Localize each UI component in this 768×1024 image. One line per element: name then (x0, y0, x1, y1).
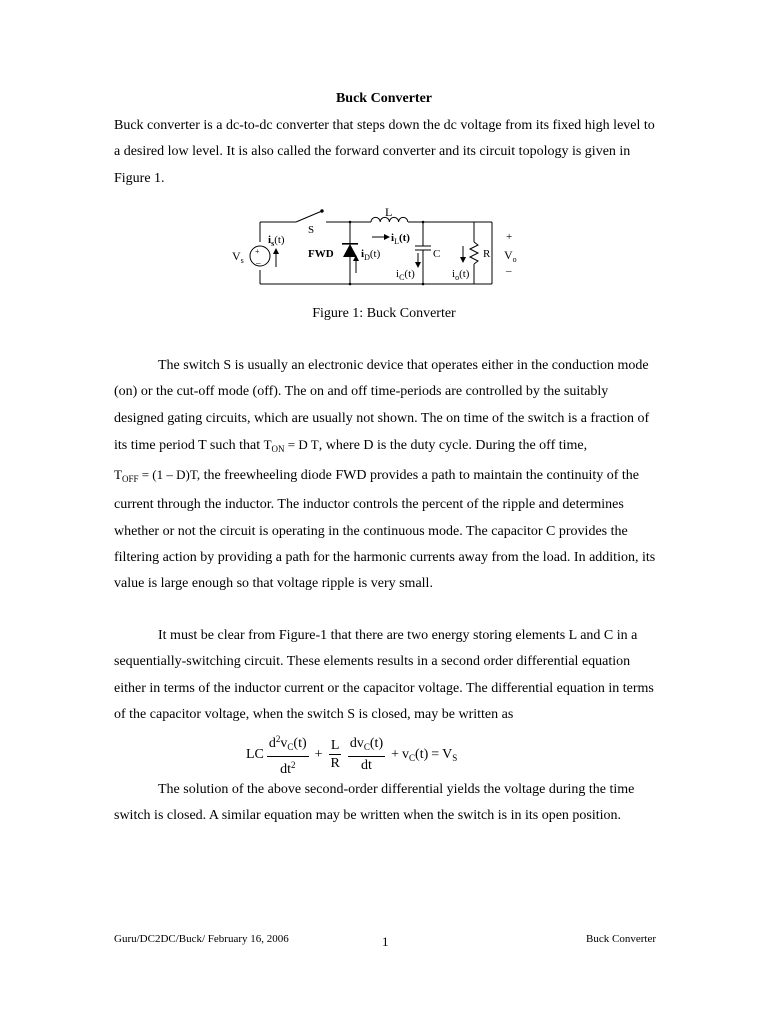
label-inductor: L (385, 205, 393, 219)
ton-expression: $T_{ON} = D$ T (263, 436, 319, 454)
figure-caption: Figure 1: Buck Converter (312, 306, 456, 321)
label-current-io: $i_o(t)$ (452, 268, 470, 282)
label-output-minus: – (506, 265, 512, 277)
label-source-plus: + (255, 247, 260, 256)
eq-fraction-first-derivative: $\frac{dv_C(t)}{dt}$ (349, 736, 384, 773)
paragraph-energy-storage: It must be clear from Figure-1 that there are two energy storing elements L and C in a sequentially-switching circuit. These elements results in a second order differential equation either in terms of the inductor current or the capacitor voltage. The differential equation in terms of the capacitor voltage, when the switch S is closed, may be written as (114, 628, 654, 722)
switch-blade (296, 211, 322, 222)
label-switch: S (308, 224, 315, 236)
eq-fraction-second-derivative: $\frac{d^2v_C(t)}{dt^2}$ (267, 731, 309, 778)
resistor-zigzag (470, 242, 478, 264)
diode-triangle (343, 244, 357, 257)
label-source: $V_s$ (232, 249, 244, 265)
buck-converter-circuit-diagram (228, 202, 534, 294)
eq-lc: LC (246, 746, 264, 762)
label-current-ic: $i_C(t)$ (396, 268, 415, 282)
footer-left: Guru/DC2DC/Buck/ February 16, 2006 (114, 933, 289, 945)
page-title: Buck Converter (335, 91, 433, 106)
page-number: 1 (382, 934, 389, 949)
arrowhead-io (460, 257, 466, 263)
junction-diode-top (349, 221, 352, 224)
label-current-is: $i_s(t)$ (268, 234, 285, 248)
eq-plus-1: + (314, 746, 323, 762)
arrowhead-is (273, 248, 279, 254)
junction-cap-bottom (422, 283, 425, 286)
eq-equals: = (431, 746, 440, 762)
footer-right: Buck Converter (586, 933, 656, 945)
arrowhead-ic (415, 262, 421, 268)
label-resistor: R (483, 248, 491, 260)
paragraph-solution: The solution of the above second-order differential yields the voltage during the time switch is closed. A similar equation may be written when the switch is in its open position. (114, 782, 635, 824)
label-source-minus: – (256, 258, 261, 268)
eq-fraction-l-over-r: $\frac{L}{R}$ (330, 738, 340, 771)
label-current-id: $i_D(t)$ (361, 248, 381, 262)
eq-vc-term: $v_C(t)$ (402, 746, 429, 763)
label-diode: FWD (308, 248, 334, 260)
switch-contact (321, 210, 323, 212)
circuit-svg (228, 202, 534, 294)
junction-cap-top (422, 221, 425, 224)
para1-text-1: The switch S is usually an electronic device that operates either in the conduction mode (on) or the cut-off mode (off). The on and off time-periods are controlled by the suitably designed gating circuits, which are usually not shown. The on time of the switch is a fraction of its time period T such that (114, 358, 650, 453)
arrowhead-il (384, 234, 390, 240)
differential-equation (246, 731, 457, 778)
page-footer (114, 933, 656, 951)
para1-text-3: the freewheeling diode FWD provides a path to maintain the continuity of the current through the inductor. The inductor controls the percent of the ripple and determines whether or not the circuit is operating in the continuous mode. The capacitor C provides the filtering action by providing a path for the harmonic currents away from the load. In addition, its value is large enough so that voltage ripple is very small. (114, 468, 656, 592)
paragraph-switch-description (114, 353, 656, 598)
toff-expression: $T_{OFF} = (1 - D)T$, (114, 467, 201, 485)
junction-diode-bottom (349, 283, 352, 286)
label-capacitor: C (433, 248, 441, 260)
diode-bar (342, 243, 358, 245)
label-output: $V_o$ (504, 248, 517, 264)
intro-paragraph: Buck converter is a dc-to-dc converter that steps down the dc voltage from its fixed high level to a desired low level. It is also called the forward converter and its circuit topology is given in Figure 1. (114, 118, 655, 186)
eq-vs-term: $V_S$ (442, 746, 458, 763)
label-current-il: $i_L(t)$ (391, 232, 410, 246)
para1-text-2: , where D is the duty cycle. During the off time, (318, 437, 588, 453)
label-output-plus: + (506, 231, 513, 243)
eq-plus-2: + (391, 746, 400, 762)
